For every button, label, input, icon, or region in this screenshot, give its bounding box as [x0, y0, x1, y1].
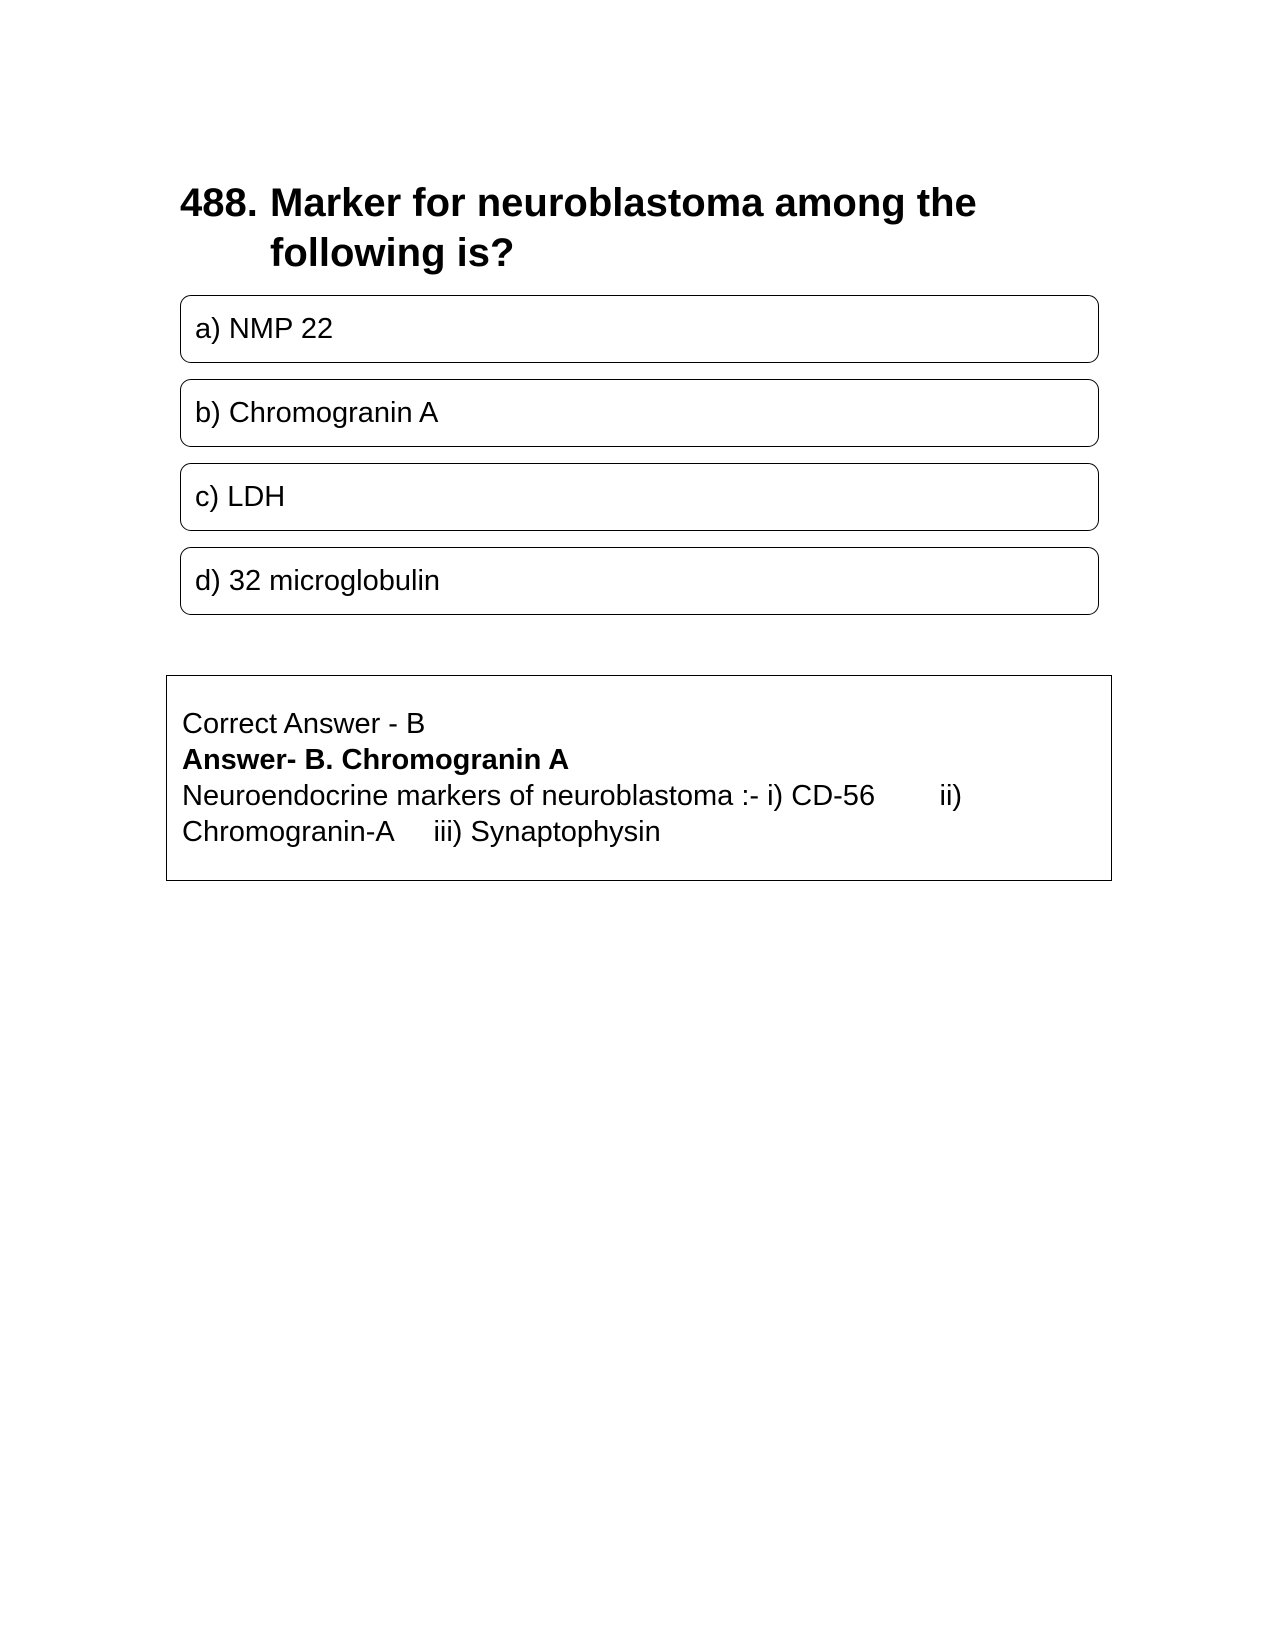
correct-answer-text: Correct Answer - B	[182, 708, 426, 740]
question	[180, 178, 1080, 278]
option-c[interactable]	[180, 463, 1099, 531]
option-b[interactable]	[180, 379, 1099, 447]
question-number: 488.	[180, 181, 258, 225]
option-d[interactable]	[180, 547, 1099, 615]
option-d-label: d) 32 microglobulin	[195, 564, 441, 597]
option-c-label: c) LDH	[195, 480, 286, 513]
explanation-line-2: Chromogranin-A iii) Synaptophysin	[182, 816, 661, 848]
answer-heading: Answer- B. Chromogranin A	[182, 744, 570, 776]
option-b-label: b) Chromogranin A	[195, 396, 439, 429]
option-a[interactable]	[180, 295, 1099, 363]
options-list	[180, 295, 1099, 631]
explanation-line-1: Neuroendocrine markers of neuroblastoma :- i) CD-56 ii)	[182, 780, 963, 812]
answer-box	[166, 675, 1112, 881]
question-text: Marker for neuroblastoma among the following is?	[270, 181, 977, 275]
option-a-label: a) NMP 22	[195, 312, 334, 345]
